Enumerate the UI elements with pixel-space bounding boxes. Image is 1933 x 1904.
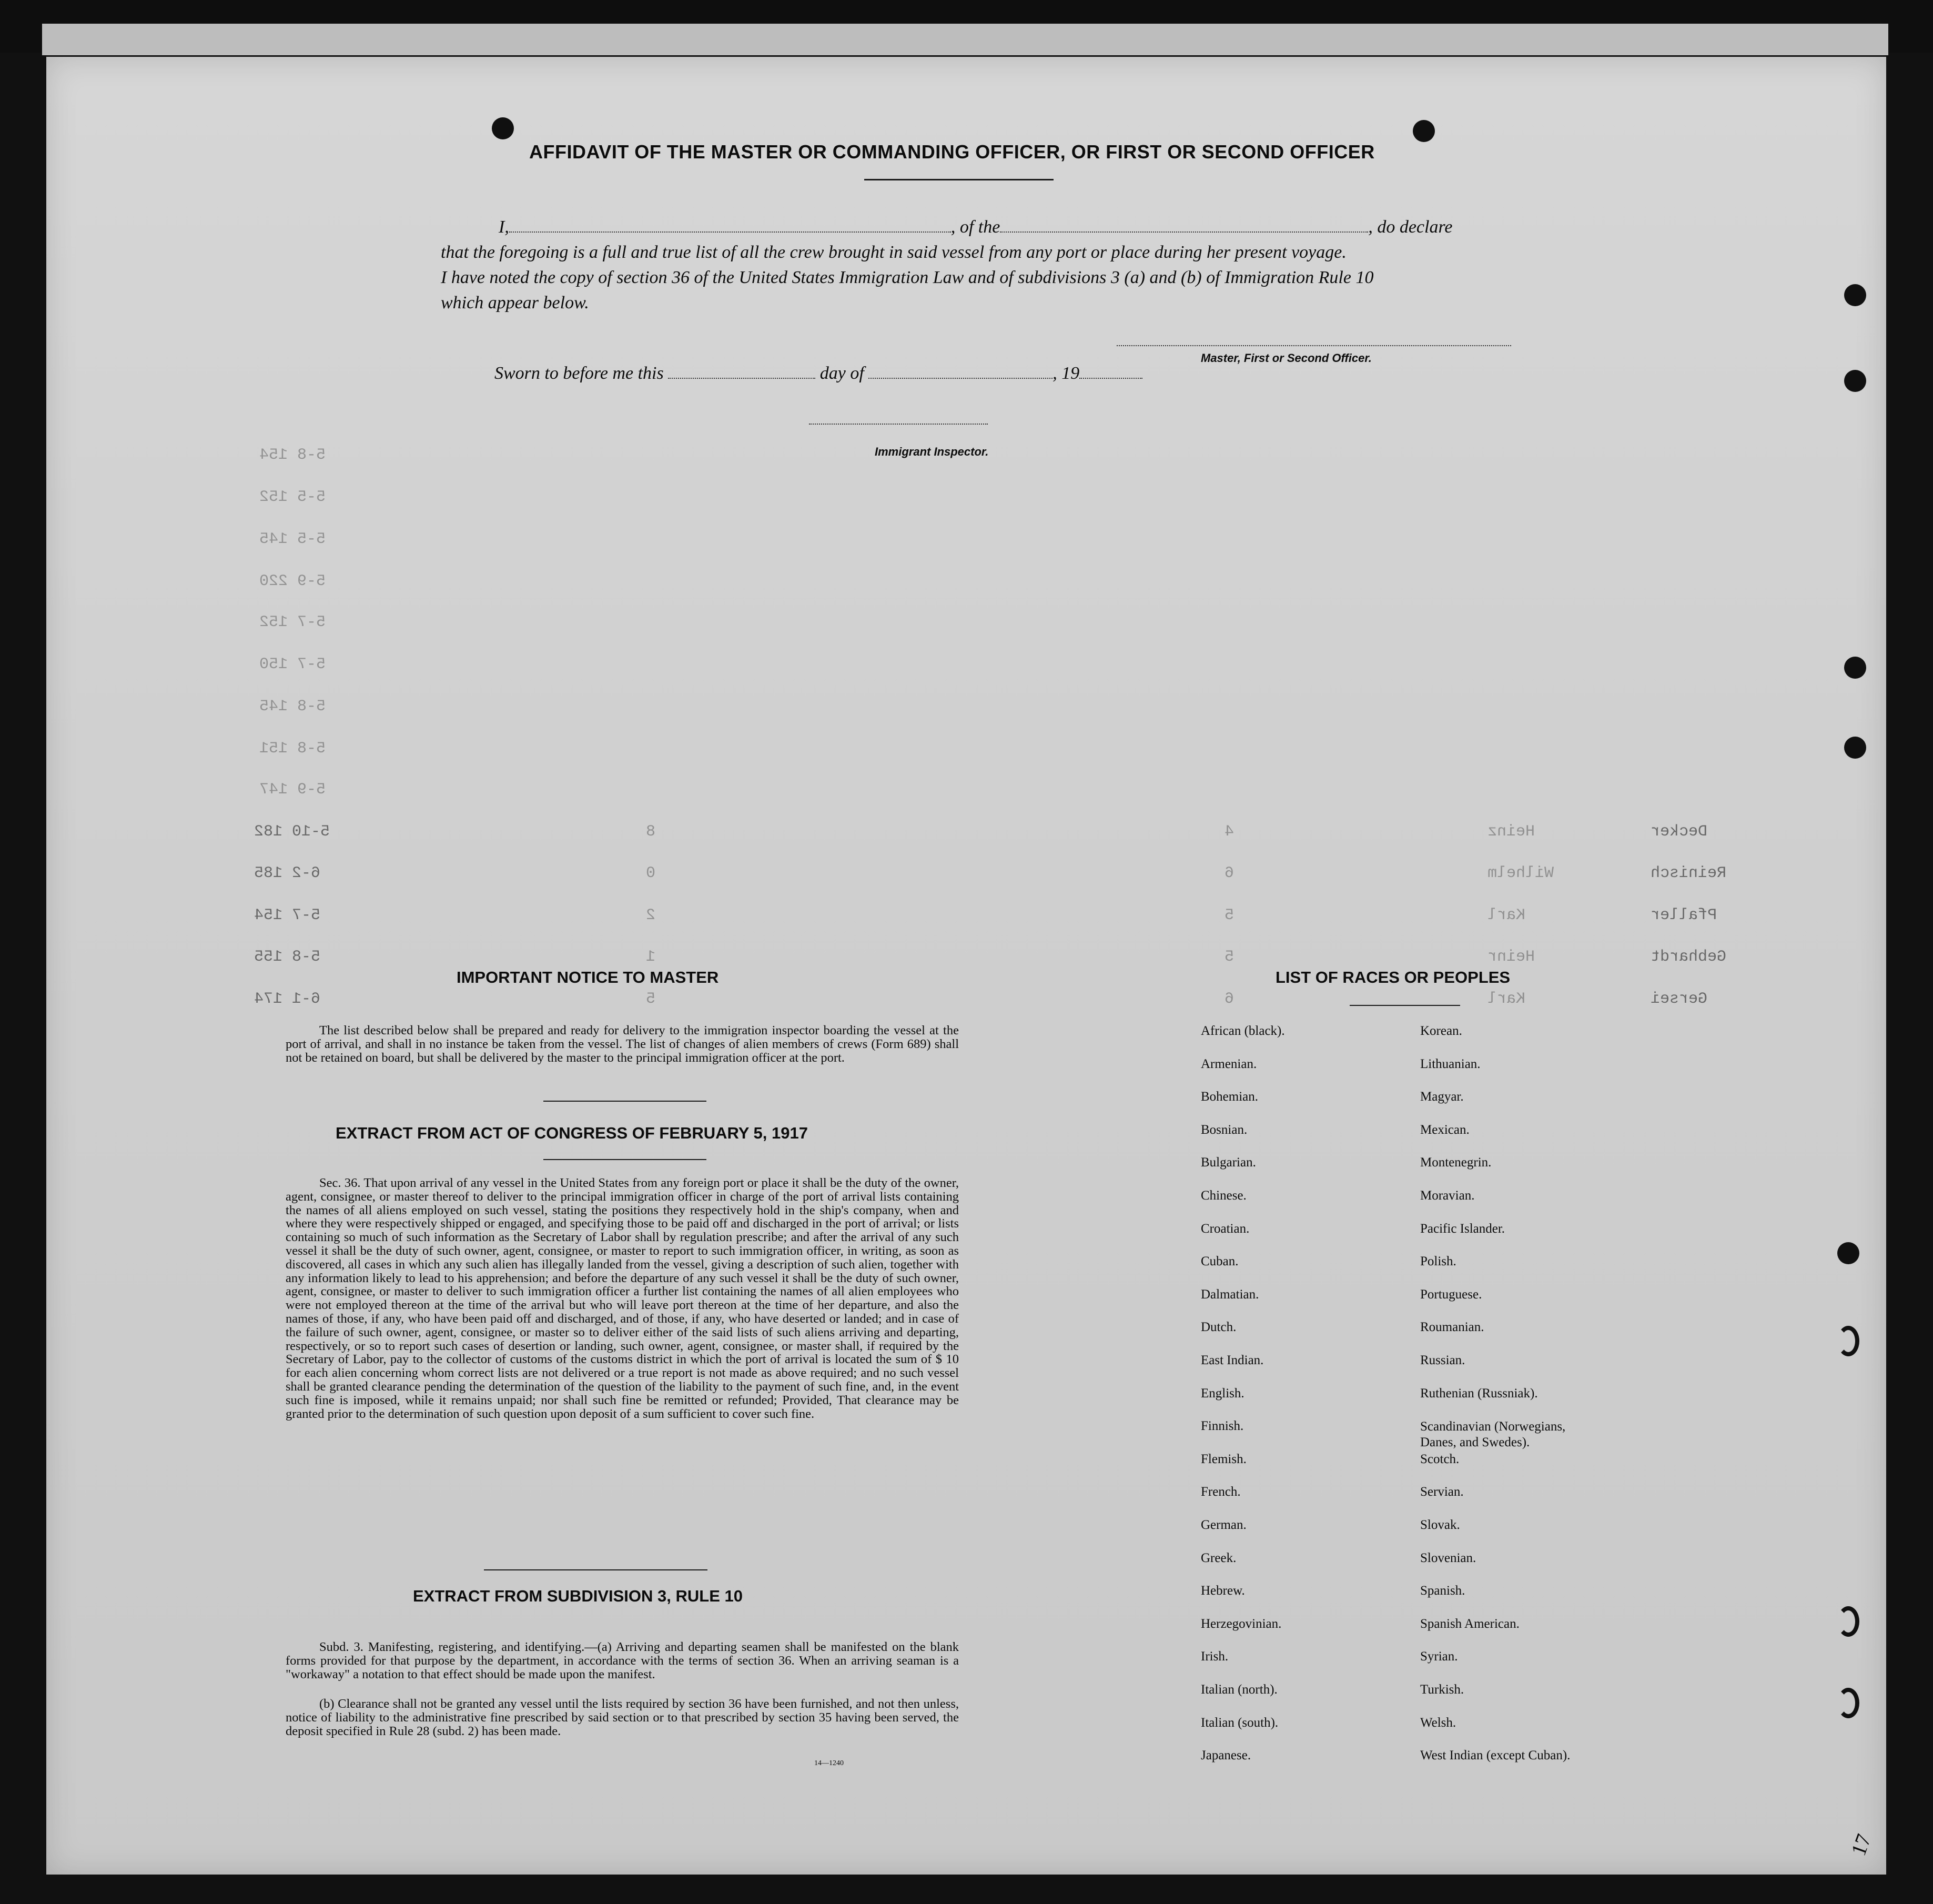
race-item: Spanish American. bbox=[1420, 1616, 1520, 1631]
affidavit-title: AFFIDAVIT OF THE MASTER OR COMMANDING OFFICER, OR FIRST OR SECOND OFFICER bbox=[529, 141, 1375, 163]
race-item: Lithuanian. bbox=[1420, 1056, 1481, 1071]
race-item: Syrian. bbox=[1420, 1649, 1458, 1664]
race-item: Turkish. bbox=[1420, 1683, 1464, 1697]
race-item: Montenegrin. bbox=[1420, 1155, 1492, 1170]
declaration-line-2: that the foregoing is a full and true list of all the crew brought in said vessel from any port or place during her present voyage. bbox=[441, 243, 1347, 262]
bleed-through-row: 5-8 145 bbox=[259, 698, 326, 716]
name-fill-line bbox=[509, 231, 951, 233]
declaration-i-label: I, bbox=[499, 217, 509, 237]
extract-rule-text-a: Subd. 3. Manifesting, registering, and identifying.—(a) Arriving and departing seamen shall be manifested on the blank forms provided for that purpose by the department, in accordance with the terms of section 36. When an arriving seaman is a "workaway" a notation to that effect should be made upon the manifest. bbox=[286, 1640, 959, 1681]
bleed-through-name: Gebhardt bbox=[1651, 948, 1727, 966]
bleed-through-name: Reinisch bbox=[1651, 864, 1727, 882]
sworn-line bbox=[494, 361, 1142, 386]
extract-rule-title: EXTRACT FROM SUBDIVISION 3, RULE 10 bbox=[413, 1587, 743, 1605]
punch-hole-icon bbox=[1844, 737, 1866, 759]
race-item: Korean. bbox=[1420, 1024, 1462, 1038]
race-item: African (black). bbox=[1201, 1024, 1285, 1038]
race-item: Scandinavian (Norwegians, Danes, and Swedes). bbox=[1420, 1419, 1566, 1450]
bleed-through-row: 5-7 150 bbox=[259, 656, 326, 673]
bleed-through-row: 5-9 220 bbox=[259, 572, 326, 590]
punch-hole-icon bbox=[1837, 1326, 1859, 1356]
extract-act-text: Sec. 36. That upon arrival of any vessel in the United States from any foreign port or place it shall be the duty of the owner, agent, consignee, or master thereof to deliver to the principal immigration officer in charge of the port of arrival lists containing the names of all aliens employed on such vessel, stating the positions they respectively hold in the ship's company, when and where they were respectively shipped or engaged, and specifying those to be paid off and discharged in the port of arrival; or lists containing so much of such information as the Secretary of Labor shall by regulation prescribe; and after the arrival of any such vessel it shall be the duty of such owner, agent, consignee, or master to report to such immigration officer, in writing, as soon as discovered, all cases in which any such alien has illegally landed from the vessel, giving a description of such alien, together with any information likely to lead to his apprehension; and before the departure of any such vessel it shall be the duty of such owner, agent, consignee, or master to deliver to such immigration officer a further list containing the names of all alien employees who were not employed thereon at the time of the arrival but who will leave port thereon at the time of her departure, and also the names of those, if any, who have been paid off and discharged, and of those, if any, who have deserted or landed; and in case of the failure of such owner, agent, consignee, or master so to deliver either of the said lists of such aliens arriving and departing, respectively, or so to report such cases of desertion or landing, such owner, agent, consignee, or master shall, if required by the Secretary of Labor, pay to the collector of customs of the customs district in which the port of arrival is located the sum of $ 10 for each alien concerning whom correct lists are not delivered or a true report is not made as above required; and no such vessel shall be granted clearance pending the determination of the question of the liability to the payment of such fine, and, in the event such fine is imposed, while it remains unpaid; nor shall such fine be remitted or refunded; Provided, That clearance may be granted prior to the determination of such question upon deposit of a sum sufficient to cover such fine. bbox=[286, 1176, 959, 1421]
bleed-through-row: 5-8 151 bbox=[259, 740, 326, 758]
bleed-through-row: 5-7 154 bbox=[254, 906, 321, 924]
year-label: , 19 bbox=[1052, 364, 1080, 383]
extract-rule-text-b: (b) Clearance shall not be granted any vessel until the lists required by section 36 have been furnished, and not then unless, notice of liability to the administrative fine prescribed by said section or to that prescribed by section 35 having been served, the deposit specified in Rule 28 (subd. 2) has been made. bbox=[286, 1697, 959, 1738]
day-of-label: day of bbox=[819, 364, 864, 383]
bleed-through-given-name: Heinz bbox=[1487, 823, 1535, 841]
race-item: Cuban. bbox=[1201, 1254, 1239, 1269]
race-item: Italian (north). bbox=[1201, 1683, 1278, 1697]
bleed-through-row: 5-8 154 bbox=[259, 446, 326, 464]
race-item: Pacific Islander. bbox=[1420, 1221, 1505, 1236]
race-item: Flemish. bbox=[1201, 1452, 1247, 1466]
signature-caption: Master, First or Second Officer. bbox=[1201, 351, 1372, 365]
race-item: East Indian. bbox=[1201, 1353, 1264, 1367]
bleed-through-number: 2 bbox=[646, 906, 656, 924]
race-item: French. bbox=[1201, 1485, 1241, 1499]
page-mark: 17 bbox=[1846, 1831, 1876, 1859]
sworn-label: Sworn to before me this bbox=[494, 364, 664, 383]
race-item: Polish. bbox=[1420, 1254, 1456, 1269]
bleed-through-row: 5-5 145 bbox=[259, 530, 326, 548]
bleed-through-age: 6 bbox=[1224, 864, 1234, 882]
race-item: Roumanian. bbox=[1420, 1320, 1484, 1335]
inspector-caption: Immigrant Inspector. bbox=[875, 445, 989, 458]
bleed-through-name: Pfaller bbox=[1651, 906, 1717, 924]
race-item: West Indian (except Cuban). bbox=[1420, 1748, 1571, 1763]
race-item: Chinese. bbox=[1201, 1188, 1247, 1203]
race-item: Japanese. bbox=[1201, 1748, 1251, 1763]
signature-line bbox=[1117, 345, 1511, 346]
document-sheet bbox=[46, 57, 1886, 1875]
races-title: LIST OF RACES OR PEOPLES bbox=[1276, 968, 1511, 986]
bleed-through-number: 5 bbox=[646, 990, 656, 1008]
race-item: Dutch. bbox=[1201, 1320, 1237, 1335]
punch-hole-icon bbox=[492, 117, 514, 139]
race-item: Magyar. bbox=[1420, 1090, 1464, 1104]
punch-hole-icon bbox=[1844, 284, 1866, 306]
extract-act-divider bbox=[484, 1569, 707, 1570]
race-item: Dalmatian. bbox=[1201, 1287, 1259, 1302]
year-fill-line bbox=[1079, 378, 1142, 379]
bleed-through-given-name: Wilhelm bbox=[1487, 864, 1554, 882]
bleed-through-number: 0 bbox=[646, 864, 656, 882]
bleed-through-age: 4 bbox=[1224, 823, 1234, 841]
notice-text: The list described below shall be prepared and ready for delivery to the immigration inspector boarding the vessel at the port of arrival, and shall in no instance be taken from the vessel. The list of changes of alien members of crews (Form 689) shall not be retained on board, but shall be delivered by the master to the principal immigration officer at the port. bbox=[286, 1023, 959, 1065]
race-item: English. bbox=[1201, 1386, 1244, 1401]
previous-sheet-edge bbox=[42, 24, 1888, 55]
bleed-through-row: 5-7 152 bbox=[259, 613, 326, 631]
inspector-line bbox=[809, 424, 988, 425]
race-item: Russian. bbox=[1420, 1353, 1465, 1367]
bleed-through-age: 6 bbox=[1224, 990, 1234, 1008]
race-item: Scotch. bbox=[1420, 1452, 1460, 1466]
race-item: Croatian. bbox=[1201, 1221, 1250, 1236]
bleed-through-given-name: Karl bbox=[1487, 906, 1526, 924]
punch-hole-icon bbox=[1837, 1242, 1859, 1264]
declaration-line-4: which appear below. bbox=[441, 293, 589, 313]
race-item: Slovak. bbox=[1420, 1518, 1460, 1532]
race-item: Armenian. bbox=[1201, 1056, 1257, 1071]
bleed-through-row: 5-9 147 bbox=[259, 781, 326, 799]
race-item: Bosnian. bbox=[1201, 1122, 1248, 1137]
race-item: Servian. bbox=[1420, 1485, 1464, 1499]
bleed-through-row: 5-10 182 bbox=[254, 823, 330, 841]
bleed-through-number: 1 bbox=[646, 948, 656, 966]
punch-hole-icon bbox=[1413, 120, 1435, 142]
bleed-through-age: 5 bbox=[1224, 948, 1234, 966]
race-item: German. bbox=[1201, 1518, 1247, 1532]
extract-act-underline bbox=[543, 1159, 706, 1160]
day-fill-line bbox=[668, 378, 815, 379]
race-item: Greek. bbox=[1201, 1550, 1237, 1565]
race-item: Herzegovinian. bbox=[1201, 1616, 1282, 1631]
race-item: Spanish. bbox=[1420, 1584, 1465, 1598]
form-number: 14—1240 bbox=[814, 1759, 844, 1767]
notice-title: IMPORTANT NOTICE TO MASTER bbox=[457, 968, 719, 986]
of-the-label: , of the bbox=[950, 217, 1000, 237]
vessel-fill-line bbox=[1000, 231, 1368, 233]
bleed-through-row: 5-5 152 bbox=[259, 488, 326, 506]
race-item: Ruthenian (Russniak). bbox=[1420, 1386, 1538, 1401]
extract-act-title: EXTRACT FROM ACT OF CONGRESS OF FEBRUARY 5, 1917 bbox=[336, 1124, 808, 1142]
race-item: Finnish. bbox=[1201, 1419, 1244, 1434]
declaration-line-1 bbox=[441, 215, 1524, 240]
punch-hole-icon bbox=[1837, 1688, 1859, 1718]
do-declare-label: , do declare bbox=[1368, 217, 1453, 237]
bleed-through-row: 6-2 185 bbox=[254, 864, 321, 882]
bleed-through-name: Gersei bbox=[1651, 990, 1708, 1008]
bleed-through-given-name: Heinr bbox=[1487, 948, 1535, 966]
race-item: Bulgarian. bbox=[1201, 1155, 1256, 1170]
bleed-through-name: Decker bbox=[1651, 823, 1708, 841]
race-item: Slovenian. bbox=[1420, 1550, 1476, 1565]
notice-divider bbox=[543, 1101, 706, 1102]
bleed-through-row: 5-8 155 bbox=[254, 948, 321, 966]
race-item: Welsh. bbox=[1420, 1715, 1456, 1730]
race-item: Moravian. bbox=[1420, 1188, 1475, 1203]
race-item: Bohemian. bbox=[1201, 1090, 1259, 1104]
punch-hole-icon bbox=[1844, 657, 1866, 679]
bleed-through-row: 6-1 174 bbox=[254, 990, 321, 1008]
race-item: Mexican. bbox=[1420, 1122, 1470, 1137]
race-item: Irish. bbox=[1201, 1649, 1229, 1664]
declaration-line-3: I have noted the copy of section 36 of the United States Immigration Law and of subdivisions 3 (a) and (b) of Immigration Rule 10 bbox=[441, 268, 1374, 287]
race-item: Italian (south). bbox=[1201, 1715, 1279, 1730]
bleed-through-number: 8 bbox=[646, 823, 656, 841]
race-item: Hebrew. bbox=[1201, 1584, 1245, 1598]
punch-hole-icon bbox=[1844, 370, 1866, 392]
month-fill-line bbox=[868, 378, 1052, 379]
race-item: Portuguese. bbox=[1420, 1287, 1482, 1302]
bleed-through-age: 5 bbox=[1224, 906, 1234, 924]
punch-hole-icon bbox=[1837, 1606, 1859, 1637]
title-underline bbox=[864, 179, 1054, 180]
bleed-through-given-name: Karl bbox=[1487, 990, 1526, 1008]
races-underline bbox=[1350, 1005, 1460, 1006]
